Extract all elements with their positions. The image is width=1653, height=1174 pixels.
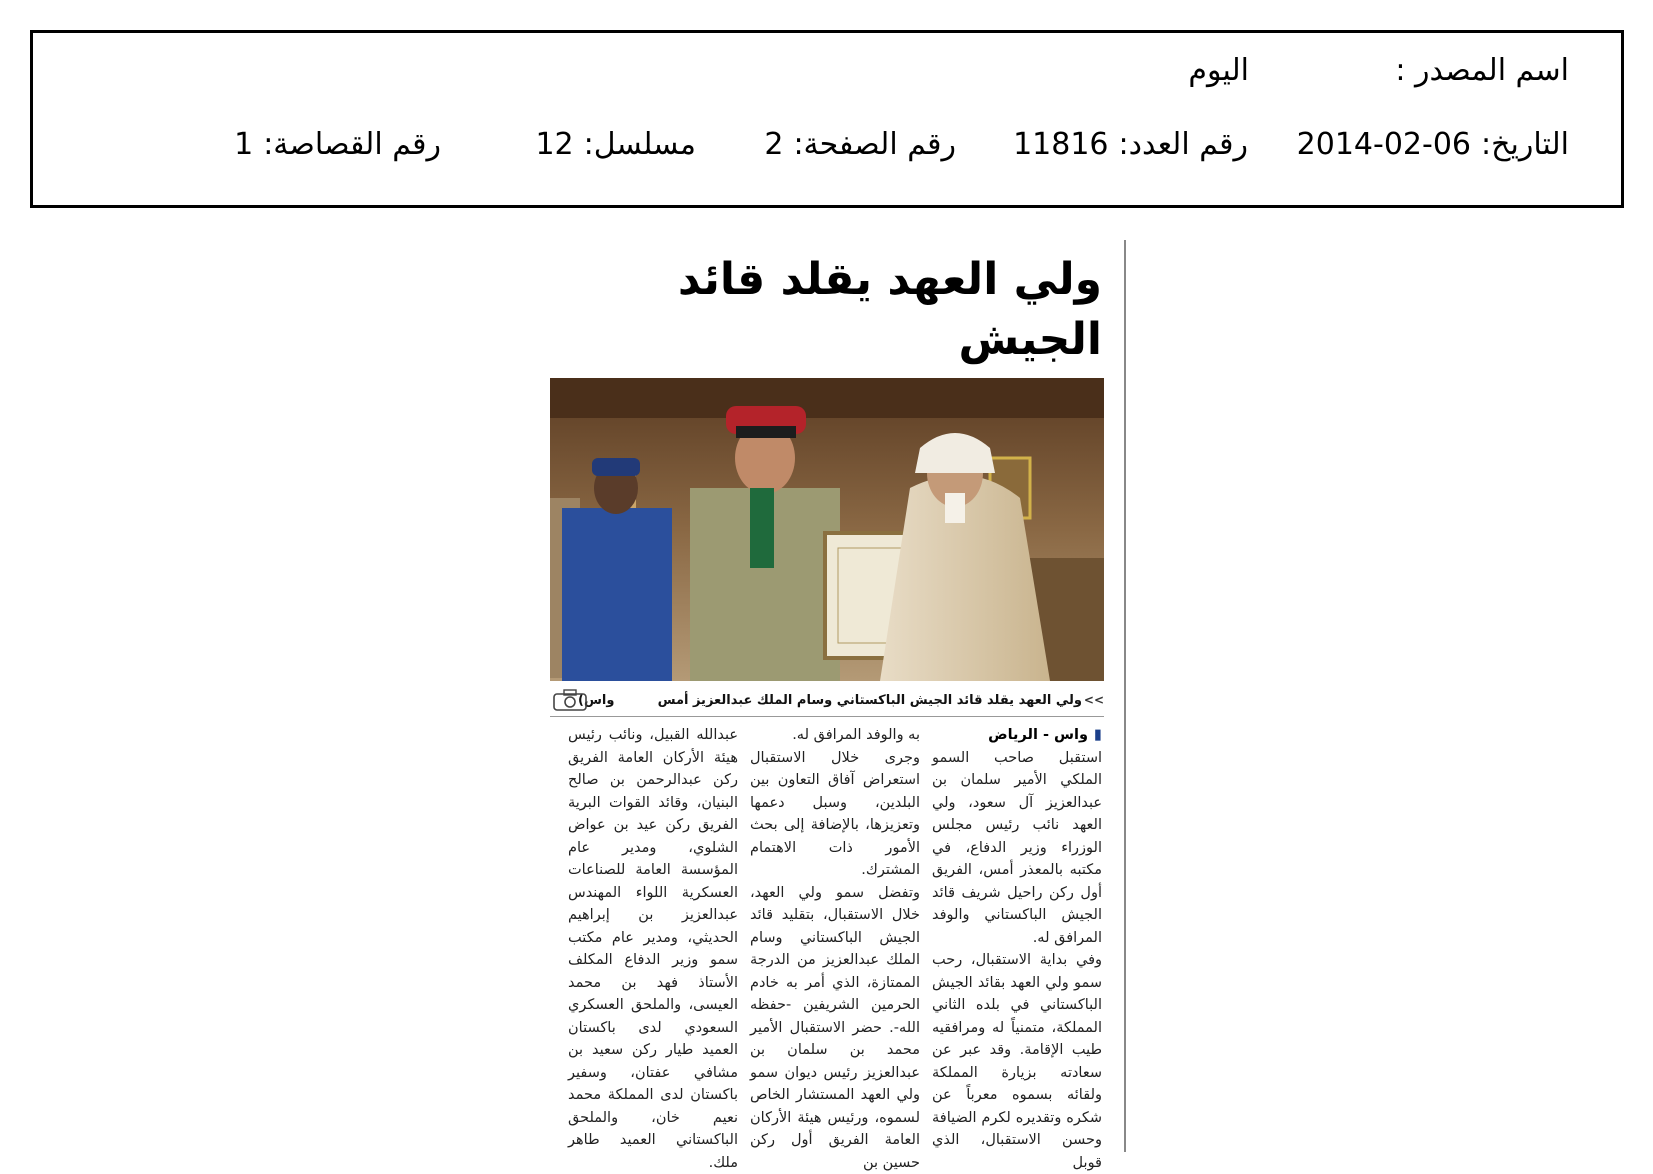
column-2-paragraph-1: به والوفد المرافق له. xyxy=(750,724,920,747)
article-column-1 xyxy=(932,724,1102,1174)
serial-field xyxy=(535,127,696,162)
date-field xyxy=(1297,127,1569,162)
column-1-paragraph-2: وفي بداية الاستقبال، رحب سمو ولي العهد بقائد الجيش الباكستاني في بلده الثاني المملكة، متمنياً له ومرافقيه طيب الإقامة. وقد عبر عن سعادته بزيارة المملكة ولقائه بسموه معرباً عن شكره وتقديره لكرم الضيافة وحسن الاستقبال، الذي قوبل xyxy=(932,949,1102,1174)
issue-label: رقم العدد: xyxy=(1119,127,1249,162)
article-photo xyxy=(550,378,1104,681)
bookmark-icon: ▮ xyxy=(1094,727,1102,743)
article-column-3 xyxy=(568,724,738,1174)
serial-value: 12 xyxy=(535,127,573,162)
photo-caption xyxy=(550,686,1104,717)
caption-text: ولي العهد يقلد قائد الجيش الباكستاني وسام الملك عبدالعزيز أمس xyxy=(658,693,1082,708)
page-value: 2 xyxy=(764,127,783,162)
column-2-paragraph-3: وتفضل سمو ولي العهد، خلال الاستقبال، بتقليد قائد الجيش الباكستاني وسام الملك عبدالعزيز من الدرجة الممتازة، الذي أمر به خادم الحرمين الشريفين -حفظه الله-. حضر الاستقبال الأمير محمد بن سلمان بن عبدالعزيز رئيس ديوان سمو ولي العهد المستشار الخاص لسموه، ورئيس هيئة الأركان العامة الفريق أول ركن حسين بن xyxy=(750,882,920,1174)
page-label: رقم الصفحة: xyxy=(793,127,956,162)
issue-field xyxy=(1013,127,1248,162)
source-label: اسم المصدر : xyxy=(1395,53,1569,88)
byline-text: واس - الرياض xyxy=(988,727,1088,743)
article-column-2 xyxy=(750,724,920,1174)
photo-illustration xyxy=(550,378,1104,681)
byline xyxy=(932,724,1102,747)
serial-label: مسلسل: xyxy=(584,127,696,162)
newspaper-clipping xyxy=(534,240,1124,1152)
caption-arrows: >> xyxy=(1084,693,1104,707)
headline-line-1: ولي العهد يقلد قائد الجيش xyxy=(542,250,1102,370)
page-field xyxy=(764,127,956,162)
column-3-paragraph-1: عبدالله القبيل، ونائب رئيس هيئة الأركان العامة الفريق ركن عبدالرحمن بن صالح البنيان، وقائد القوات البرية الفريق ركن عيد بن عواض الشلوي، ومدير عام المؤسسة العامة للصناعات العسكرية اللواء المهندس عبدالعزيز بن إبراهيم الحديثي، ومدير عام مكتب سمو وزير الدفاع المكلف الأستاذ فهد بن محمد العيسى، والملحق العسكري السعودي لدى باكستان العميد طيار ركن سعيد بن مشافي عفتان، وسفير باكستان لدى المملكة محمد نعيم خان، والملحق الباكستاني العميد طاهر ملك. xyxy=(568,724,738,1174)
camera-icon xyxy=(550,688,590,712)
photo-credit: واس) xyxy=(578,693,614,708)
issue-value: 11816 xyxy=(1013,127,1108,162)
clip-field xyxy=(234,127,441,162)
column-2-paragraph-2: وجرى خلال الاستقبال استعراض آفاق التعاون بين البلدين، وسبل دعمها وتعزيزها، بالإضافة إلى بحث الأمور ذات الاهتمام المشترك. xyxy=(750,747,920,882)
column-1-paragraph-1: استقبل صاحب السمو الملكي الأمير سلمان بن عبدالعزيز آل سعود، ولي العهد نائب رئيس مجلس الوزراء وزير الدفاع، في مكتبه بالمعذر أمس، الفريق أول ركن راحيل شريف قائد الجيش الباكستاني والوفد المرافق له. xyxy=(932,747,1102,950)
date-value: 2014-02-06 xyxy=(1297,127,1471,162)
source-value: اليوم xyxy=(1188,53,1249,88)
clip-value: 1 xyxy=(234,127,253,162)
metadata-box xyxy=(30,30,1624,208)
clip-label: رقم القصاصة: xyxy=(263,127,441,162)
date-label: التاريخ: xyxy=(1481,127,1569,162)
